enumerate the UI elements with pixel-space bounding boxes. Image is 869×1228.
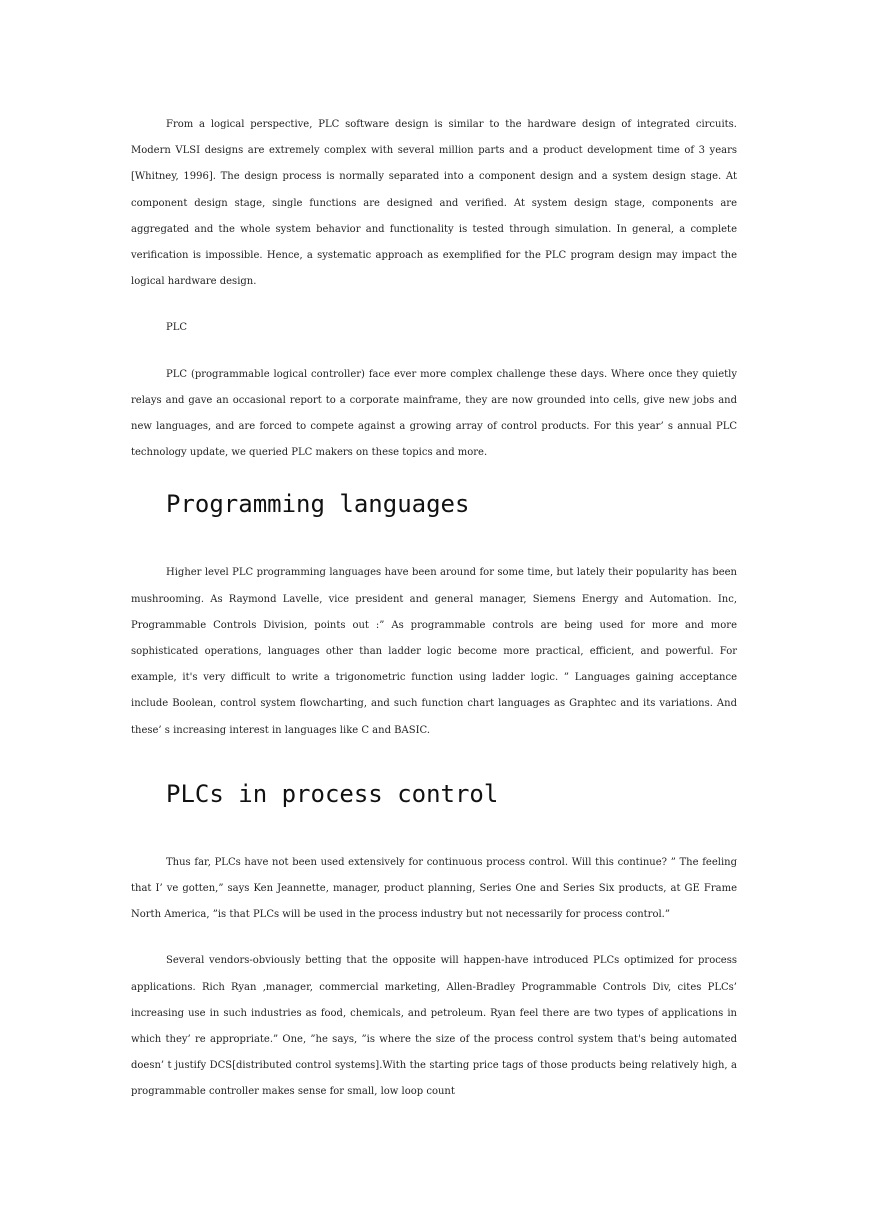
plc-paragraph: PLC (programmable logical controller) face ever more complex challenge these days. Where once they quietly relays and gave an occasional report to a corporate mainframe, they are now grounded into cells, give new jobs and new languages, and are forced to compete against a growing array of control products. For this year’ s annual PLC technology update, we queried PLC makers on these topics and more. — [131, 368, 737, 459]
process-paragraph-2: Several vendors-obviously betting that the opposite will happen-have introduced PLCs optimized for process applications. Rich Ryan ,manager, commercial marketing, Allen-Bradley Programmable Controls Div, cites PLCs’ increasing use in such industries as food, chemicals, and petroleum. Ryan feel there are two types of applications in which they’ re appropriate.” One, ”he says, ”is where the size of the process control system that's being automated doesn’ t justify DCS[distributed control systems].With the starting price tags of those products being relatively high, a programmable controller makes sense for small, low loop count — [131, 955, 737, 1098]
process-paragraph-1: Thus far, PLCs have not been used extensively for continuous process control. Will this continue? ” The feeling that I’ ve gotten,” says Ken Jeannette, manager, product planning, Series One and Series Six products, at GE Frame North America, ”is that PLCs will be used in the process industry but not necessarily for process control.” — [131, 856, 737, 921]
document-body — [131, 112, 737, 1106]
intro-paragraph: From a logical perspective, PLC software design is similar to the hardware design of integrated circuits. Modern VLSI designs are extremely complex with several million parts and a product development time of 3 years [Whitney, 1996]. The design process is normally separated into a component design and a system design stage. At component design stage, single functions are designed and verified. At system design stage, components are aggregated and the whole system behavior and functionality is tested through simulation. In general, a complete verification is impossible. Hence, a systematic approach as exemplified for the PLC program design may impact the logical hardware design. — [131, 119, 737, 288]
languages-paragraph: Higher level PLC programming languages have been around for some time, but lately their popularity has been mushrooming. As Raymond Lavelle, vice president and general manager, Siemens Energy and Automation. Inc, Programmable Controls Division, points out :” As programmable controls are being used for more and more sophisticated operations, languages other than ladder logic become more practical, efficient, and powerful. For example, it's very difficult to write a trigonometric function using ladder logic. ” Languages gaining acceptance include Boolean, control system flowcharting, and such function chart languages as Graphtec and its variations. And these’ s increasing interest in languages like C and BASIC. — [131, 567, 737, 736]
heading-programming-languages: Programming languages — [166, 490, 470, 519]
plc-label: PLC — [166, 322, 188, 334]
heading-process-control: PLCs in process control — [166, 779, 499, 808]
